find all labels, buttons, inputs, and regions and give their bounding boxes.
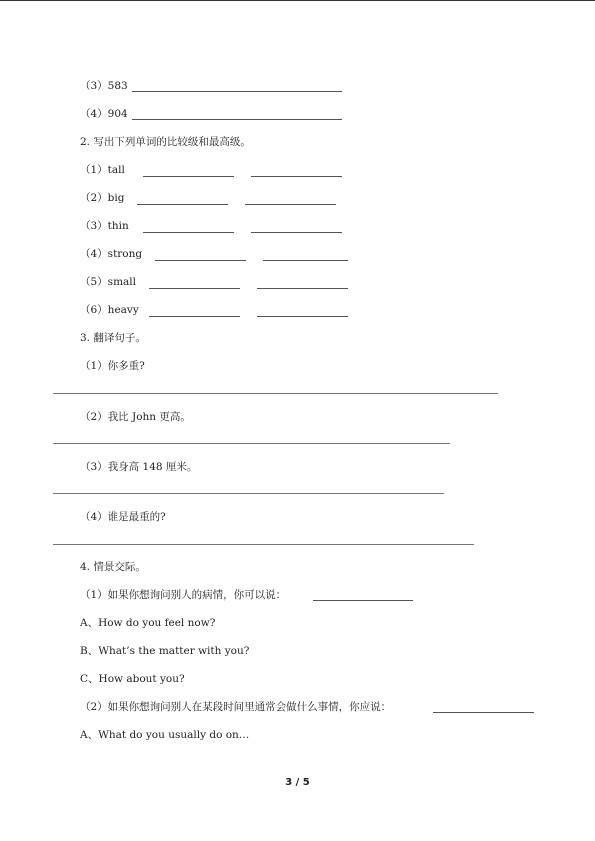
q3-answer-line[interactable] [53,393,498,394]
q2-item: （1）tall [80,164,125,176]
q2-item: （2）big [80,192,125,204]
q3-item: （4）谁是最重的? [80,511,166,523]
header-rule [0,0,595,1]
q2-comparative-blank[interactable] [137,204,228,205]
q4-sub1-option-c: C、How about you? [80,673,185,685]
q2-item: （6）heavy [80,304,139,316]
page-number: 3 / 5 [285,777,310,788]
q4-sub1-option-a: A、How do you feel now? [80,617,216,629]
q4-sub2-prompt: （2）如果你想询问别人在某段时间里通常会做什么事情，你应说： [80,701,392,713]
q3-answer-line[interactable] [53,544,474,545]
q4-sub1-blank[interactable] [313,600,413,601]
q3-item: （2）我比 John 更高。 [80,411,191,423]
q2-superlative-blank[interactable] [251,176,342,177]
q1-item-4: （4）904 [80,108,128,120]
q3-item: （1）你多重? [80,360,145,372]
q3-heading: 3. 翻译句子。 [80,332,146,344]
q2-superlative-blank[interactable] [257,288,348,289]
q4-heading: 4. 情景交际。 [80,561,146,573]
q2-item: （3）thin [80,220,129,232]
q2-superlative-blank[interactable] [251,232,342,233]
q1-item-3-blank[interactable] [132,91,342,92]
q3-answer-line[interactable] [53,443,450,444]
q2-comparative-blank[interactable] [155,260,246,261]
q2-item: （4）strong [80,248,143,260]
q1-item-4-blank[interactable] [132,119,342,120]
q4-sub2-option-a: A、What do you usually do on… [80,729,250,741]
q4-sub1-prompt: （1）如果你想询问别人的病情，你可以说： [80,589,287,601]
q2-comparative-blank[interactable] [149,316,240,317]
q2-comparative-blank[interactable] [149,288,240,289]
q4-sub1-option-b: B、What’s the matter with you? [80,645,250,657]
q2-item: （5）small [80,276,137,288]
q4-sub2-blank[interactable] [433,712,534,713]
q2-superlative-blank[interactable] [257,316,348,317]
q2-superlative-blank[interactable] [245,204,336,205]
q2-comparative-blank[interactable] [143,176,234,177]
q2-heading: 2. 写出下列单词的比较级和最高级。 [80,136,251,148]
q2-superlative-blank[interactable] [263,260,348,261]
q1-item-3: （3）583 [80,80,128,92]
q3-answer-line[interactable] [53,493,444,494]
q3-item: （3）我身高 148 厘米。 [80,461,198,473]
q2-comparative-blank[interactable] [143,232,234,233]
